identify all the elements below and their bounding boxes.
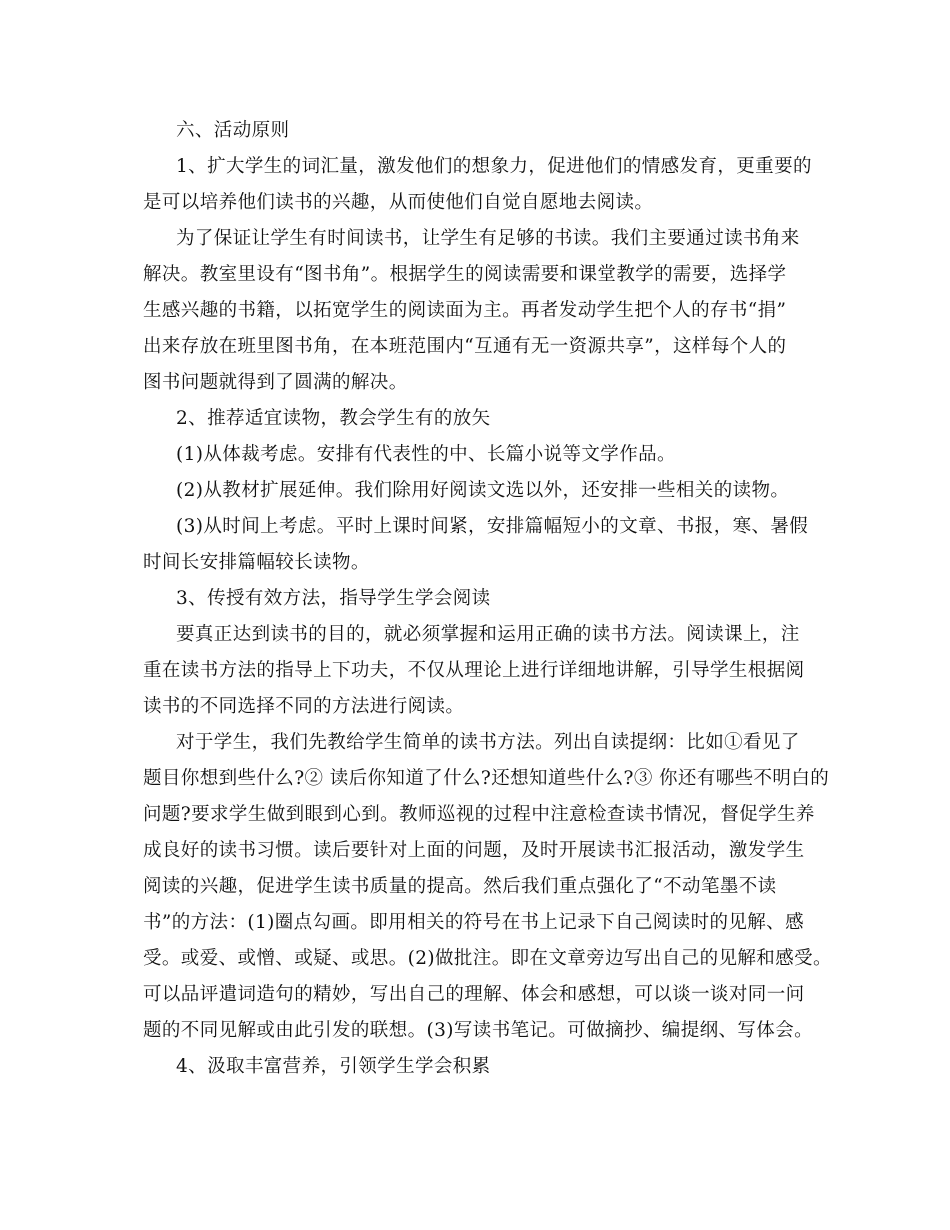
paragraph-line: 时间长安排篇幅较长读物。: [143, 552, 370, 573]
paragraph-line: 解决。教室里设有“图书角”。根据学生的阅读需要和课堂教学的需要，选择学: [143, 264, 787, 285]
paragraph-line: 题目你想到些什么?② 读后你知道了什么?还想知道些什么?③ 你还有哪些不明白的: [143, 768, 830, 789]
sub-point: (1)从体裁考虑。安排有代表性的中、长篇小说等文学作品。: [176, 444, 676, 465]
paragraph-line: 要真正达到读书的目的，就必须掌握和运用正确的读书方法。阅读课上，注: [176, 624, 800, 645]
paragraph-line: 图书问题就得到了圆满的解决。: [143, 372, 408, 393]
paragraph-line: 读书的不同选择不同的方法进行阅读。: [143, 696, 465, 717]
paragraph-line: 为了保证让学生有时间读书，让学生有足够的书读。我们主要通过读书角来: [176, 228, 800, 249]
paragraph-line: 题的不同见解或由此引发的联想。(3)写读书笔记。可做摘抄、编提纲、写体会。: [143, 1020, 814, 1041]
paragraph-line: 阅读的兴趣，促进学生读书质量的提高。然后我们重点强化了“不动笔墨不读: [143, 876, 777, 897]
numbered-point: 2、推荐适宜读物，教会学生有的放矢: [176, 408, 491, 429]
paragraph-line: 问题?要求学生做到眼到心到。教师巡视的过程中注意检查读书情况，督促学生养: [143, 804, 815, 825]
numbered-point: 3、传授有效方法，指导学生学会阅读: [176, 588, 491, 609]
paragraph-line: 出来存放在班里图书角，在本班范围内“互通有无一资源共享”，这样每个人的: [143, 336, 787, 357]
numbered-point: 1、扩大学生的词汇量，激发他们的想象力，促进他们的情感发育，更重要的: [176, 156, 812, 177]
paragraph-line: 成良好的读书习惯。读后要针对上面的问题，及时开展读书汇报活动，激发学生: [143, 840, 805, 861]
section-heading: 六、活动原则: [176, 120, 290, 141]
paragraph-line: 受。或爱、或憎、或疑、或思。(2)做批注。即在文章旁边写出自己的见解和感受。: [143, 948, 832, 969]
paragraph-line: 生感兴趣的书籍，以拓宽学生的阅读面为主。再者发动学生把个人的存书“捐”: [143, 300, 787, 321]
sub-point: (3)从时间上考虑。平时上课时间紧，安排篇幅短小的文章、书报，寒、暑假: [176, 516, 809, 537]
paragraph-line: 对于学生，我们先教给学生简单的读书方法。列出自读提纲：比如①看见了: [176, 732, 800, 753]
numbered-point: 4、汲取丰富营养，引领学生学会积累: [176, 1056, 491, 1077]
sub-point: (2)从教材扩展延伸。我们除用好阅读文选以外，还安排一些相关的读物。: [176, 480, 790, 501]
paragraph-line: 重在读书方法的指导上下功夫，不仅从理论上进行详细地讲解，引导学生根据阅: [143, 660, 805, 681]
paragraph-line: 书”的方法：(1)圈点勾画。即用相关的符号在书上记录下自己阅读时的见解、感: [143, 912, 804, 933]
paragraph-line: 是可以培养他们读书的兴趣，从而使他们自觉自愿地去阅读。: [143, 192, 654, 213]
paragraph-line: 可以品评遣词造句的精妙，写出自己的理解、体会和感想，可以谈一谈对同一问: [143, 984, 805, 1005]
